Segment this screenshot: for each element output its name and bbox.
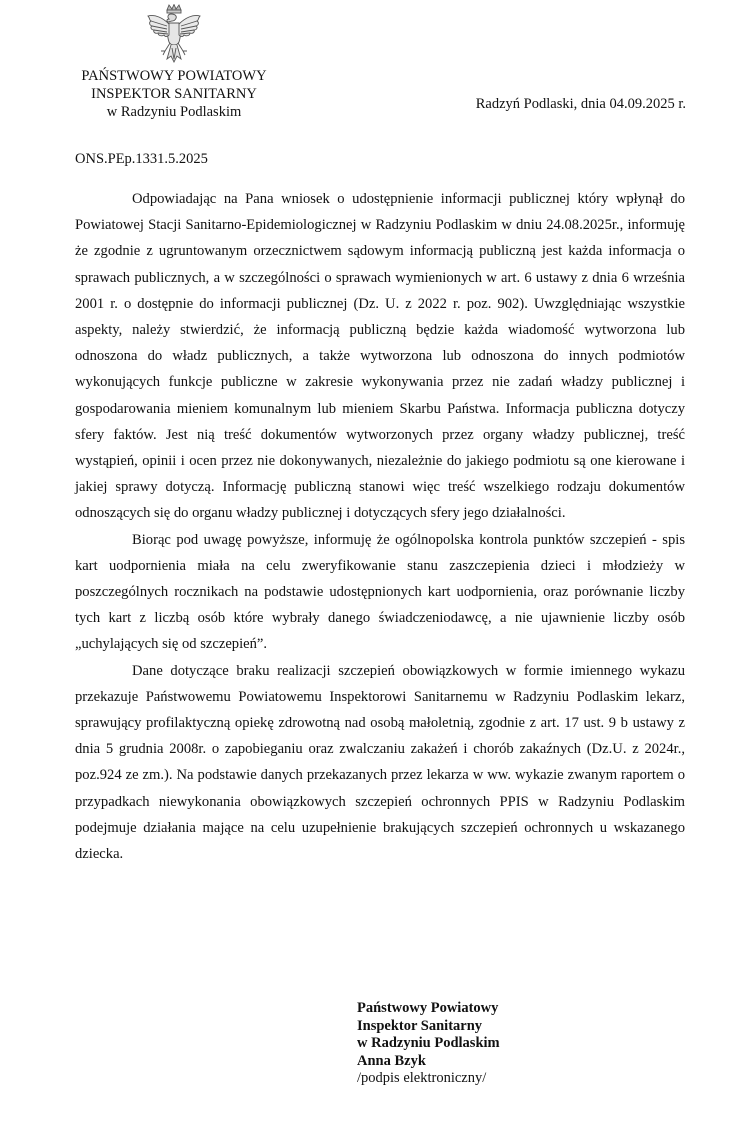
signature-block	[357, 1000, 500, 1088]
electronic-signature-note: /podpis elektroniczny/	[357, 1070, 487, 1086]
issuer-line: PAŃSTWOWY POWIATOWY	[81, 68, 267, 84]
body-paragraph: Biorąc pod uwagę powyższe, informuję że ogólnopolska kontrola punktów szczepień - spis kart uodpornienia miała na celu zweryfikowanie stanu zaszczepienia dzieci i młodzieży w poszczególnych rocznikach na podstawie udostępnionych kart uodpornienia, oraz porównanie liczby tych kart z liczbą osób które wybrały danego świadczeniodawcę, a nie ujawnienie liczby osób „uchylających się od szczepień”.	[75, 531, 685, 653]
signature-line: Państwowy Powiatowy	[357, 1000, 499, 1016]
place-and-date: Radzyń Podlaski, dnia 04.09.2025 r.	[475, 96, 686, 112]
letter-body	[75, 186, 685, 867]
signature-line: Inspektor Sanitarny	[357, 1017, 483, 1034]
body-paragraph: Odpowiadając na Pana wniosek o udostępnienie informacji publicznej który wpłynął do Powiatowej Stacji Sanitarno-Epidemiologicznej w Radzyniu Podlaskim w dniu 24.08.2025r., informuję że zgodnie z ugruntowanym orzecznictwem sądowym informacją publiczną jest każda informacja o sprawach publicznych, a w szczególności o sprawach wymienionych w art. 6 ustawy z dnia 6 września 2001 r. o dostępnie do informacji publicznej (Dz. U. z 2022 r. poz. 902). Uwzględniając wszystkie aspekty, należy stwierdzić, że informacją publiczną będzie każda wiadomość wytworzona lub odnoszona do władz publicznych, a także wytworzona lub odnoszona do innych podmiotów wykonujących funkcje publiczne w zakresie wykonywania przez nie zadań władzy publicznej i gospodarowania mieniem komunalnym lub mieniem Skarbu Państwa. Informacja publiczna dotyczy sfery faktów. Jest nią treść dokumentów wytworzonych przez organy władzy publicznej, treść wystąpień, opinii i ocen przez nie dokonywanych, niezależnie do jakiego podmiotu są one kierowane i jakiej sprawy dotyczą. Informację publiczną stanowi więc treść wszelkiego rodzaju dokumentów odnoszących się do organu władzy publicznej i dotyczących sfery jego działalności.	[75, 191, 685, 522]
eagle-emblem-icon	[145, 4, 203, 66]
signature-line: w Radzyniu Podlaskim	[357, 1035, 500, 1051]
issuer-line: INSPEKTOR SANITARNY	[91, 86, 257, 102]
issuer-block	[58, 67, 290, 121]
body-paragraph: Dane dotyczące braku realizacji szczepień obowiązkowych w formie imiennego wykazu przekazuje Państwowemu Powiatowemu Inspektorowi Sanitarnemu w Radzyniu Podlaskim lekarz, sprawujący profilaktyczną opiekę zdrowotną nad osobą małoletnią, zgodnie z art. 17 ust. 9 b ustawy z dnia 5 grudnia 2008r. o zapobieganiu oraz zwalczaniu zakażeń i chorób zakaźnych (Dz.U. z 2024r., poz.924 ze zm.). Na podstawie danych przekazanych przez lekarza w ww. wykazie zwanym raportem o przypadkach niewykonania obowiązkowych szczepień ochronnych PPIS w Radzyniu Podlaskim podejmuje działania mające na celu uzupełnienie brakujących szczepień ochronnych u wskazanego dziecka.	[75, 662, 685, 863]
signatory-name: Anna Bzyk	[357, 1052, 426, 1069]
reference-number: ONS.PEp.1331.5.2025	[75, 151, 208, 167]
issuer-line: w Radzyniu Podlaskim	[106, 104, 242, 120]
